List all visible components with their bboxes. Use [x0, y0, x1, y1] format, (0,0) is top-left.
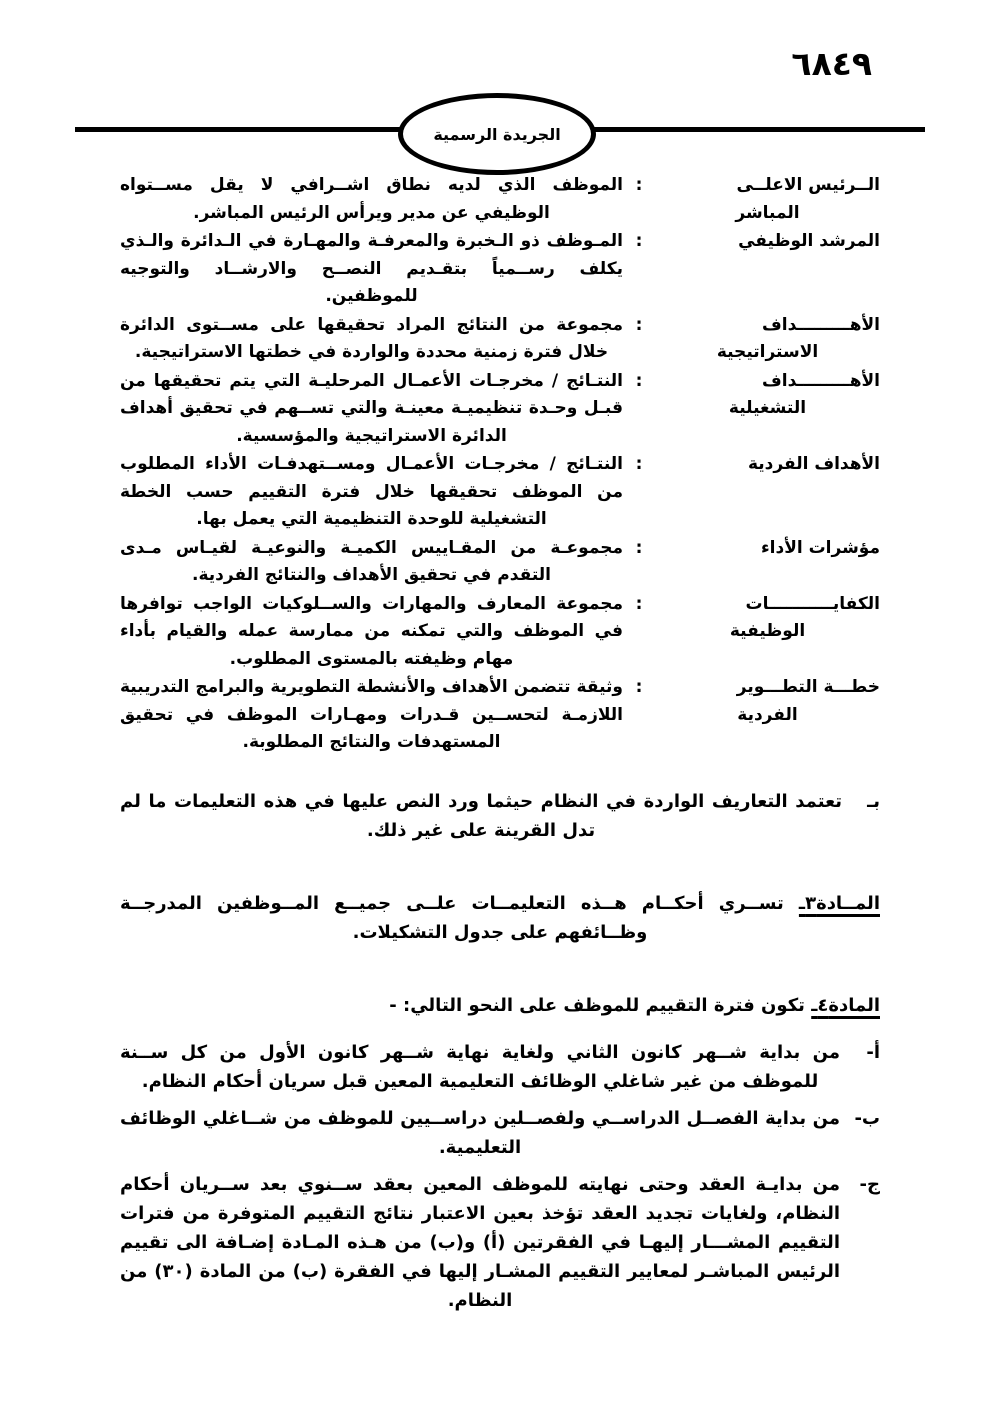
term-line: الأهداف الفردية [747, 454, 880, 474]
definition-text: الموظف الذي لديه نطاق اشــرافي لا يقل مســتواه الوظيفي عن مدير ويرأس الرئيس المباشر. [120, 175, 623, 223]
definition-term [655, 368, 880, 423]
definitions-table [120, 172, 880, 757]
term-line: مؤشرات الأداء [760, 537, 880, 558]
definition-text: النتـائج / مخرجـات الأعمـال ومســتهدفـات الأداء المطلوب من الموظف تحقيقها خلال فترة التقييم حسب الخطة التشغيلية للوحدة التنظيمية التي يعمل بها. [120, 454, 623, 529]
definition-colon: : [635, 314, 643, 335]
definition-text: المـوظف ذو الـخبرة والمعرفـة والمهـارة في الـدائرة والـذي يكلف رســمياً بتقـديم النصــح والارشــاد والتوجيه للموظفين. [120, 231, 623, 306]
definition-row [120, 228, 880, 311]
clause-b-marker: بـ [867, 790, 880, 812]
definition-colon: : [635, 454, 643, 474]
clause-b-text: تعتمد التعاريف الواردة في النظام حيثما ورد النص عليها في هذه التعليمات ما لم تدل القرينة على غير ذلك. [120, 790, 842, 841]
list-item-text: من بدايـة العقد وحتى نهايته للموظف المعين بعقد ســنوي بعد ســريان أحكام النظام، ولغايات تجديد العقد تؤخذ بعين الاعتبار نتائج التقييم المتوفرة من فترات التقييم المشـــار إليهـا في الفقرتين (أ) و(ب) من هـذه المـادة إضـافة الى تقييم الرئيس المباشـر لمعايير التقييم المشـار إليها في الفقرة (ب) من المادة (٣٠) من النظام. [120, 1173, 840, 1311]
definition-term [655, 172, 880, 227]
list-item-marker: ب- [854, 1107, 880, 1129]
term-line: خطـــة التطـــوير [736, 677, 880, 697]
article-3-title: المــادة٣ـ [798, 892, 880, 914]
clause-b [120, 787, 880, 845]
article-3-body: تســري أحكــام هــذه التعليمــات علــى جميــع المــوظفين المدرجــة وظــائفهم على جدول التشكيلات. [120, 892, 784, 943]
definition-text: مجموعة المعارف والمهارات والســلوكيات الواجب توافرها في الموظف والتي تمكنه من ممارسة عمله والقيام بأداء مهام وظيفته بالمستوى المطلوب. [120, 593, 623, 669]
definition-row [120, 451, 880, 534]
term-line: المرشد الوظيفي [738, 231, 880, 251]
term-line: الأهـــــــــداف [762, 314, 880, 335]
definition-colon: : [635, 370, 643, 391]
article-4-heading [120, 991, 880, 1020]
definition-text: وثيقة تتضمن الأهداف والأنشطة التطويرية والبرامج التدريبية اللازمـة لتحســين قـدرات ومهـارات الموظف في تحقيق المستهدفات والنتائج المطلوبة. [120, 677, 623, 752]
page-content [120, 172, 880, 1323]
list-item-b [120, 1104, 880, 1162]
term-line: الوظيفية [729, 621, 806, 641]
term-line: الاستراتيجية [716, 342, 819, 362]
term-line: الأهـــــــــداف [762, 370, 880, 391]
definition-row [120, 535, 880, 590]
list-item-a [120, 1038, 880, 1096]
definition-row [120, 172, 880, 227]
definition-row [120, 674, 880, 757]
article-4-items [120, 1038, 880, 1315]
page-number: ٦٨٤٩ [791, 44, 872, 83]
term-line: الكفايـــــــــــات [745, 593, 880, 614]
definition-row [120, 591, 880, 674]
article-4-intro: تكون فترة التقييم للموظف على النحو التالي: - [389, 994, 805, 1016]
definition-text: مجموعـة من المقـاييس الكميـة والنوعيـة لقيـاس مـدى التقدم في تحقيق الأهداف والنتائج الفردية. [120, 537, 623, 585]
term-line: الفردية [737, 704, 798, 725]
list-item-marker: ج- [859, 1173, 880, 1195]
definition-row [120, 312, 880, 367]
gazette-badge [398, 93, 596, 175]
list-item-marker: أ- [866, 1041, 880, 1063]
definition-term [655, 228, 880, 256]
article-3 [120, 889, 880, 947]
definition-term [655, 674, 880, 729]
definition-row [120, 368, 880, 451]
article-4-title: المادة٤ـ [811, 994, 880, 1016]
definition-text: مجموعة من النتائج المراد تحقيقها على مســتوى الدائرة خلال فترة زمنية محددة والواردة في خطتها الاستراتيجية. [120, 314, 623, 362]
definition-text: النتـائج / مخرجـات الأعمـال المرحليـة التي يتم تحقيقها من قبـل وحـدة تنظيميـة معينـة والتي تســهم في تحقيق أهداف الدائرة الاستراتيجية والمؤسسية. [120, 370, 623, 446]
term-line: الــرئيس الاعلــى [736, 175, 880, 195]
gazette-badge-label: الجريدة الرسمية [433, 124, 561, 144]
definition-term [655, 451, 880, 479]
term-line: المباشر [735, 202, 800, 223]
definition-term [655, 312, 880, 367]
list-item-j [120, 1170, 880, 1315]
definition-colon: : [635, 677, 643, 697]
definition-term [655, 591, 880, 646]
definition-term [655, 535, 880, 563]
definition-colon: : [635, 537, 643, 558]
list-item-text: من بداية الفصــل الدراســي ولفصــلين دراســيين للموظف من شــاغلي الوظائف التعليمية. [120, 1107, 840, 1158]
list-item-text: من بداية شــهر كانون الثاني ولغاية نهاية شــهر كانون الأول من كل ســنة للموظف من غير شاغلي الوظائف التعليمية المعين قبل سريان أحكام النظام. [120, 1041, 840, 1092]
definition-colon: : [635, 593, 643, 614]
definition-colon: : [635, 175, 643, 195]
term-line: التشغيلية [728, 398, 807, 418]
definition-colon: : [635, 231, 643, 251]
